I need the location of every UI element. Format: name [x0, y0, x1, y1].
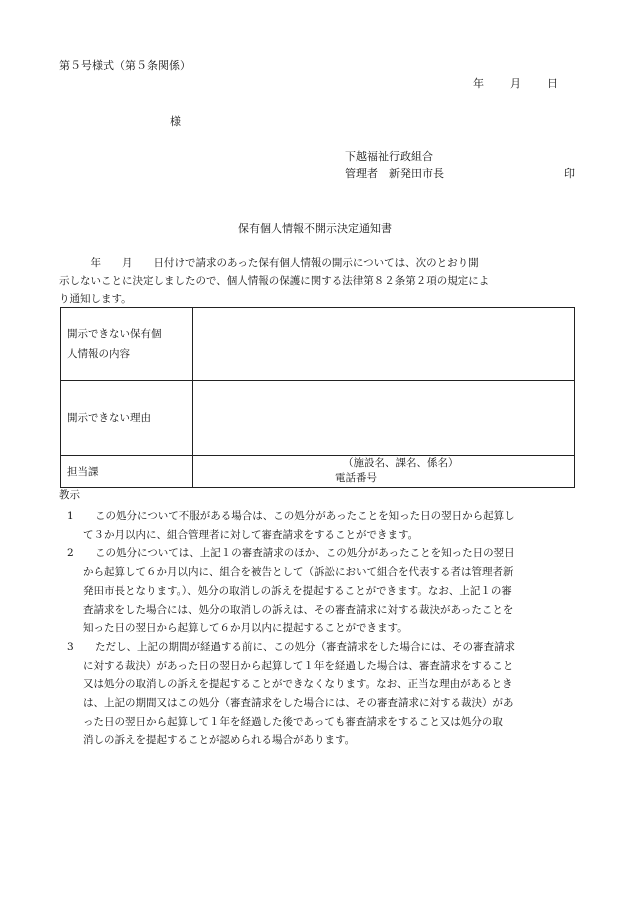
document-title: 保有個人情報不開示決定通知書: [238, 222, 392, 235]
notice-line: 又は処分の取消しの訴えを提起することができなくなります。なお、正当な理由があるとき: [83, 678, 513, 691]
notice-item: [59, 638, 579, 750]
notice-line: に対する裁決）があった日の翌日から起算して１年を経過した場合は、審査請求をすること: [83, 659, 514, 672]
notice-number: 2: [67, 547, 74, 560]
notice-line: て３か月以内に、組合管理者に対して審査請求をすることができます。: [83, 528, 419, 541]
label-line: 開示できない保有個: [67, 328, 162, 340]
info-table: [60, 307, 575, 488]
date-line: [473, 78, 558, 89]
notice-heading: 教示: [59, 489, 80, 501]
date-year: 年: [473, 77, 484, 90]
notice-line: ただし、上記の期間が経過する前に、この処分（審査請求をした場合には、その審査請求: [95, 640, 515, 653]
notice-line: 発田市長となります。）、処分の取消しの訴えを提起することができます。なお、上記１の審: [83, 584, 512, 597]
sender-title: 管理者 新発田市長: [345, 167, 444, 180]
date-day: 日: [547, 77, 558, 90]
notice-line: 査請求をした場合には、処分の取消しの訴えは、その審査請求に対する裁決があったことを: [83, 603, 514, 616]
label-line: 人情報の内容: [67, 348, 130, 360]
department-value: [193, 456, 575, 488]
department-label: 担当課: [61, 456, 193, 488]
addressee: 様: [170, 115, 181, 128]
phone-label: 電話番号: [335, 472, 377, 484]
notice-item: [59, 544, 579, 638]
notice-line: から起算して６か月以内に、組合を被告として（訴訟において組合を代表する者は管理者新: [83, 566, 514, 579]
body-line: 示しないことに決定しましたので、個人情報の保護に関する法律第８２条第２項の規定によ: [59, 275, 490, 287]
table-row: [61, 456, 575, 488]
body-line: 年 月 日付けで請求のあった保有個人情報の開示については、次のとおり開: [59, 257, 479, 269]
reason-value: [193, 381, 575, 456]
notice-item: [59, 507, 579, 544]
notice-line: は、上記の期間又はこの処分（審査請求をした場合には、その審査請求に対する裁決）があ: [83, 697, 514, 710]
undisclosable-content-label: [61, 308, 193, 381]
facility-placeholder: （施設名、課名、係名）: [343, 457, 459, 469]
seal-mark: 印: [564, 167, 575, 180]
undisclosable-content-value: [193, 308, 575, 381]
table-row: [61, 381, 575, 456]
reason-label: 開示できない理由: [61, 381, 193, 456]
notice-line: 知った日の翌日から起算して６か月以内に提起することができます。: [83, 622, 408, 635]
sender-organization: 下越福祉行政組合: [345, 150, 433, 163]
notice-line: この処分について不服がある場合は、この処分があったことを知った日の翌日から起算し: [95, 510, 515, 522]
table-row: [61, 308, 575, 381]
notice-number: 1: [67, 510, 74, 522]
notice-line: 消しの訴えを提起することが認められる場合があります。: [83, 734, 356, 747]
form-number: 第５号様式（第５条関係）: [59, 59, 191, 72]
notice-list: [59, 507, 579, 750]
notice-number: 3: [67, 640, 74, 653]
sender-row: [345, 168, 575, 179]
body-line: り通知します。: [59, 293, 132, 305]
date-month: 月: [510, 77, 521, 90]
notice-line: った日の翌日から起算して１年を経過した後であっても審査請求をすること又は処分の取: [83, 715, 503, 728]
body-text: [59, 254, 575, 308]
notice-line: この処分については、上記１の審査請求のほか、この処分があったことを知った日の翌日: [95, 547, 515, 560]
